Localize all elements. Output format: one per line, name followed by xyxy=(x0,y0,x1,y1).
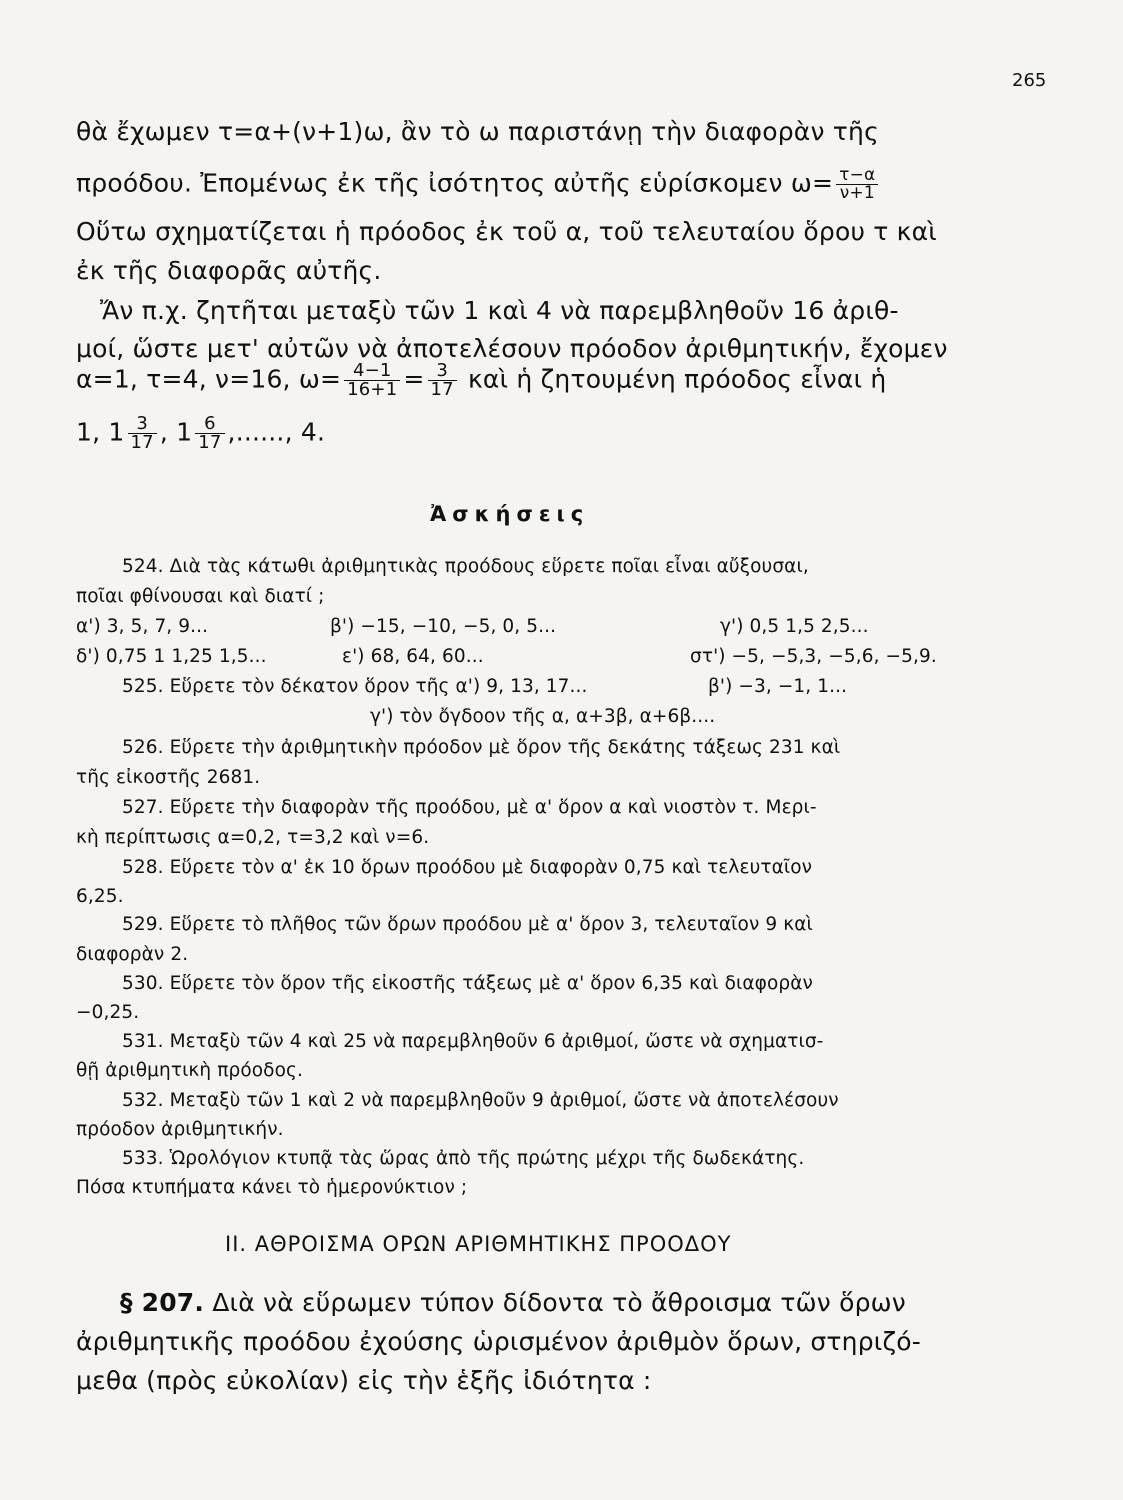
exercise-527-line-1: 527. Εὕρετε τὴν διαφορὰν τῆς προόδου, μὲ α' ὅρον α καὶ νιοστὸν τ. Μερι- xyxy=(122,797,817,818)
fraction xyxy=(836,167,878,202)
fraction xyxy=(195,415,224,452)
exercise-524-f: στ') −5, −5,3, −5,6, −5,9. xyxy=(690,646,937,667)
exercise-529-line-2: διαφορὰν 2. xyxy=(76,944,189,965)
paragraph-207-line-3: μεθα (πρὸς εὐκολίαν) εἰς τὴν ἑξῆς ἰδιότητα : xyxy=(76,1366,652,1395)
fraction-numerator: 6 xyxy=(195,415,224,434)
exercise-525-line-1: 525. Εὕρετε τὸν δέκατον ὅρον τῆς α') 9, 13, 17... xyxy=(122,676,588,697)
paragraph-207-line-2: ἀριθμητικῆς προόδου ἐχούσης ὡρισμένον ἀριθμὸν ὅρων, στηριζό- xyxy=(76,1327,921,1356)
exercise-527-line-2: κὴ περίπτωσις α=0,2, τ=3,2 καὶ ν=6. xyxy=(76,827,430,848)
exercises-heading: Ἀσκήσεις xyxy=(430,502,590,526)
exercise-524-e: ε') 68, 64, 60... xyxy=(342,646,484,667)
exercise-524-a: α') 3, 5, 7, 9... xyxy=(76,616,209,637)
fraction-numerator: 4−1 xyxy=(344,362,400,381)
equals-sign: = xyxy=(403,364,425,394)
exercise-531-line-1: 531. Μεταξὺ τῶν 4 καὶ 25 νὰ παρεμβληθοῦν 6 ἀριθμοί, ὥστε νὰ σχηματισ- xyxy=(122,1031,824,1052)
exercise-524-line-2: ποῖαι φθίνουσαι καὶ διατί ; xyxy=(76,586,325,607)
intro-line-3: Οὕτω σχηματίζεται ἡ πρόοδος ἐκ τοῦ α, τοῦ τελευταίου ὅρου τ καὶ xyxy=(76,217,937,246)
intro-line-4: ἐκ τῆς διαφορᾶς αὐτῆς. xyxy=(76,256,382,285)
fraction-denominator: 17 xyxy=(198,432,222,453)
sequence-start: 1, 1 xyxy=(76,417,125,447)
sequence-mid: , 1 xyxy=(159,417,193,447)
exercise-524-line-1: 524. Διὰ τὰς κάτωθι ἀριθμητικὰς προόδους εὕρετε ποῖαι εἶναι αὔξουσαι, xyxy=(122,556,809,577)
exercise-531-line-2: θῇ ἀριθμητικὴ πρόοδος. xyxy=(76,1060,303,1081)
intro-line-8 xyxy=(76,415,325,452)
exercise-526-line-2: τῆς εἰκοστῆς 2681. xyxy=(76,767,261,788)
intro-line-6: μοί, ὥστε μετ' αὐτῶν νὰ ἀποτελέσουν πρόοδον ἀριθμητικήν, ἔχομεν xyxy=(76,334,948,363)
fraction xyxy=(128,415,157,452)
fraction-denominator: ν+1 xyxy=(839,183,875,203)
section-sign: § 207. xyxy=(120,1288,205,1317)
exercise-532-line-1: 532. Μεταξὺ τῶν 1 καὶ 2 νὰ παρεμβληθοῦν 9 ἀριθμοί, ὥστε νὰ ἀποτελέσουν xyxy=(122,1090,839,1111)
intro-line-5: Ἄν π.χ. ζητῆται μεταξὺ τῶν 1 καὶ 4 νὰ παρεμβληθοῦν 16 ἀριθ- xyxy=(100,296,899,325)
exercise-525-line-2: γ') τὸν ὄγδοον τῆς α, α+3β, α+6β.... xyxy=(370,706,716,727)
exercise-530-line-2: −0,25. xyxy=(76,1002,140,1023)
intro-line-1: θὰ ἔχωμεν τ=α+(ν+1)ω, ἂν τὸ ω παριστάνῃ τὴν διαφορὰν τῆς xyxy=(76,117,879,146)
exercise-533-line-1: 533. Ὡρολόγιον κτυπᾷ τὰς ὥρας ἀπὸ τῆς πρώτης μέχρι τῆς δωδεκάτης. xyxy=(122,1148,805,1169)
fraction xyxy=(428,362,457,399)
exercise-524-c: γ') 0,5 1,5 2,5... xyxy=(720,616,869,637)
fraction-numerator: 3 xyxy=(428,362,457,381)
page-number: 265 xyxy=(1012,70,1047,91)
exercise-528-line-1: 528. Εὕρετε τὸν α' ἐκ 10 ὅρων προόδου μὲ διαφορὰν 0,75 καὶ τελευταῖον xyxy=(122,857,813,878)
fraction-numerator: τ−α xyxy=(836,167,878,185)
intro-line-7 xyxy=(76,362,886,399)
intro-line-7-start: α=1, τ=4, ν=16, ω= xyxy=(76,364,342,394)
exercise-528-line-2: 6,25. xyxy=(76,886,124,907)
exercise-533-line-2: Πόσα κτυπήματα κάνει τὸ ἡμερονύκτιον ; xyxy=(76,1177,468,1198)
fraction xyxy=(344,362,400,399)
exercise-532-line-2: πρόοδον ἀριθμητικήν. xyxy=(76,1119,284,1140)
paragraph-207-text: Διὰ νὰ εὕρωμεν τύπον δίδοντα τὸ ἄθροισμα τῶν ὅρων xyxy=(212,1288,906,1317)
sequence-end: ,......, 4. xyxy=(227,417,326,447)
exercise-526-line-1: 526. Εὕρετε τὴν ἀριθμητικὴν πρόοδον μὲ ὅρον τῆς δεκάτης τάξεως 231 καὶ xyxy=(122,737,841,758)
fraction-denominator: 17 xyxy=(430,379,454,400)
exercise-524-b: β') −15, −10, −5, 0, 5... xyxy=(330,616,557,637)
exercise-529-line-1: 529. Εὕρετε τὸ πλῆθος τῶν ὅρων προόδου μὲ α' ὅρον 3, τελευταῖον 9 καὶ xyxy=(122,914,813,935)
exercise-525-b: β') −3, −1, 1... xyxy=(708,676,848,697)
section-title: ΙΙ. ΑΘΡΟΙΣΜΑ ΟΡΩΝ ΑΡΙΘΜΗΤΙΚΗΣ ΠΡΟΟΔΟΥ xyxy=(225,1232,732,1256)
intro-line-2 xyxy=(76,167,881,202)
intro-line-2-text: προόδου. Ἐπομένως ἐκ τῆς ἰσότητος αὐτῆς εὑρίσκομεν ω= xyxy=(76,168,834,198)
exercise-524-d: δ') 0,75 1 1,25 1,5... xyxy=(76,646,267,667)
fraction-numerator: 3 xyxy=(128,415,157,434)
intro-line-7-end: καὶ ἡ ζητουμένη πρόοδος εἶναι ἡ xyxy=(468,364,887,394)
fraction-denominator: 16+1 xyxy=(347,379,398,400)
paragraph-207-line-1 xyxy=(120,1288,906,1317)
fraction-denominator: 17 xyxy=(130,432,154,453)
exercise-530-line-1: 530. Εὕρετε τὸν ὅρον τῆς εἰκοστῆς τάξεως μὲ α' ὅρον 6,35 καὶ διαφορὰν xyxy=(122,973,813,994)
